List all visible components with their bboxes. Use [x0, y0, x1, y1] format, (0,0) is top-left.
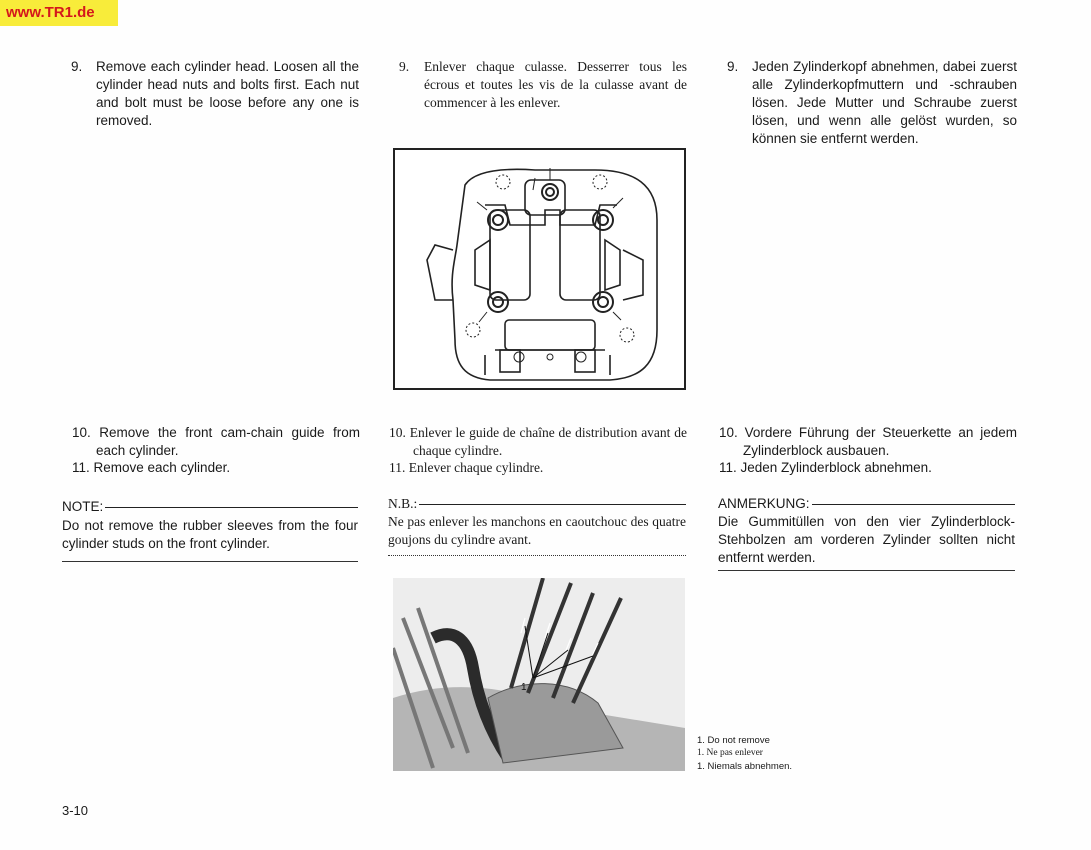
- cylinder-head-diagram: [393, 148, 686, 390]
- step-9-de: [719, 58, 1017, 168]
- note-divider-en: [62, 561, 358, 562]
- step-number: 9.: [399, 59, 410, 74]
- step-text: Remove each cylinder head. Loosen all the cylinder head nuts and bolts first. Each nut and bolt must be loose before any one is removed.: [96, 59, 359, 128]
- legend-de: 1. Niemals abnehmen.: [697, 761, 793, 772]
- cylinder-studs-photo: [393, 578, 685, 771]
- page-number: 3-10: [62, 803, 89, 818]
- site-watermark: www.TR1.de: [0, 0, 118, 26]
- step-text: Jeden Zylinderkopf abnehmen, dabei zuerst alle Zylinderkopfmuttern und -schrauben lösen. Jede Mutter und Schraube zuerst lösen, und wenn alle gelöst wurden, so können sie entfernt werden.: [752, 59, 1017, 146]
- note-heading-fr: [388, 495, 686, 513]
- note-body-en: Do not remove the rubber sleeves from the four cylinder studs on the front cylinder.: [62, 518, 358, 551]
- step-number: 9.: [727, 59, 739, 74]
- note-heading-de: [718, 495, 1015, 513]
- step-11-de: 11. Jeden Zylinderblock abnehmen.: [719, 460, 932, 475]
- step-10-en: 10. Remove the front cam-chain guide from each cylinder.: [72, 425, 360, 458]
- step-10-fr: 10. Enlever le guide de chaîne de distribution avant de chaque cylindre.: [389, 425, 687, 458]
- step-number: 9.: [71, 59, 83, 74]
- step-text: Enlever chaque culasse. Desserrer tous les écrous et toutes les vis de la culasse avant de commencer à les enlever.: [424, 59, 687, 110]
- cylinder-head-drawing: [395, 150, 684, 388]
- note-body-fr: Ne pas enlever les manchons en caoutchouc des quatre goujons du cylindre avant.: [388, 514, 686, 547]
- cylinder-studs-sketch: [393, 578, 685, 771]
- note-label: N.B.:: [388, 496, 418, 511]
- step-9-fr: [391, 58, 687, 112]
- step-11-fr: 11. Enlever chaque cylindre.: [389, 460, 544, 475]
- figure-callout: 1: [521, 682, 527, 693]
- legend-fr: 1. Ne pas enlever: [697, 748, 763, 758]
- note-heading-en: [62, 498, 358, 516]
- legend-en: 1. Do not remove: [697, 735, 770, 746]
- note-body-de: Die Gummitüllen von den vier Zylinderblock-Stehbolzen am vorderen Zylinder sollten nicht entfernt werden.: [718, 514, 1015, 565]
- note-label: ANMERKUNG:: [718, 496, 810, 511]
- note-divider-fr: [388, 555, 686, 556]
- note-label: NOTE:: [62, 499, 104, 514]
- step-9-en: [63, 58, 359, 130]
- note-divider-de: [718, 570, 1015, 571]
- step-11-en: 11. Remove each cylinder.: [72, 460, 231, 475]
- step-10-de: 10. Vordere Führung der Steuerkette an jedem Zylinderblock ausbauen.: [719, 425, 1017, 458]
